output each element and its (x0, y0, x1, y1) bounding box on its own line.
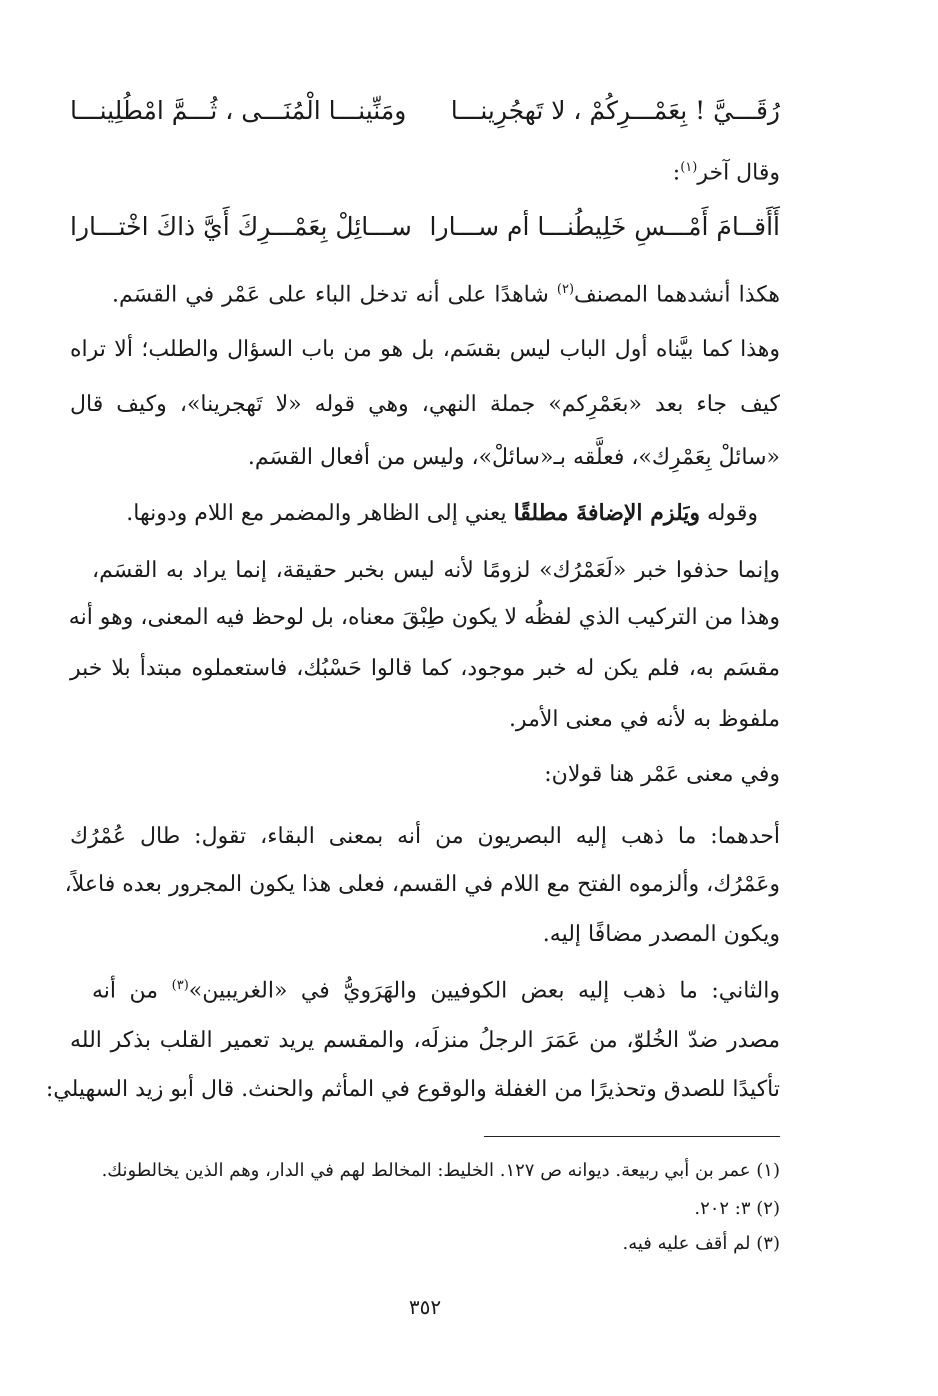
p1-line2: وهذا كما بيَّناه أول الباب ليس بقسَم، بل هو من باب السؤال والطلب؛ ألا تراه (70, 337, 780, 362)
p5-line2: وعَمْرُك، وألزموه الفتح مع اللام في القسم، فعلى هذا يكون المجرور بعده فاعلاً، (64, 872, 780, 897)
footnote-separator (484, 1136, 780, 1137)
p6-line2: مصدر ضدّ الخُلوّ، من عَمَرَ الرجلُ منزلَه، والمقسم يريد تعمير القلب بذكر الله (70, 1028, 780, 1053)
p5-line1: أحدهما: ما ذهب إليه البصريون من أنه بمعنى البقاء، تقول: طال عُمْرُك (70, 824, 780, 849)
p2-line (70, 500, 758, 527)
footnote-3: (٣) لم أقف عليه فيه. (622, 1233, 780, 1254)
p6-line3: تأكيدًا للصدق وتحذيرًا من الغفلة والوقوع في المأثم والحنث. قال أبو زيد السهيلي: (45, 1077, 780, 1102)
footnote-2: (٢) ٣: ٢٠٢. (694, 1198, 780, 1219)
poet-intro-colon: : (672, 160, 681, 186)
p3-line4: ملفوظ به لأنه في معنى الأمر. (508, 707, 780, 732)
p1-line1-a: هكذا أنشدهما المصنف (574, 282, 780, 308)
footnote-marker-3[interactable]: (٣) (171, 978, 189, 993)
p5-line3: ويكون المصدر مضافًا إليه. (542, 922, 780, 947)
p2-quoted-phrase: ويَلزم الإضافةَ مطلقًا (513, 500, 700, 526)
verse1-first-hemistich: رُقَـــيَّ ! بِعَمْـــرِكُمْ ، لا تَهجُرِينـــا (450, 96, 780, 125)
p3-line3: مقسَم به، فلم يكن له خبر موجود، كما قالوا حَسْبُك، فاستعملوه مبتدأ بلا خبر (70, 656, 780, 681)
p6-line1-a: والثاني: ما ذهب إليه بعض الكوفيين والهَرَويُّ في «الغريبين» (188, 978, 780, 1004)
verse2-second-hemistich: ســـائِلْ بِعَمْـــرِكَ أَيَّ ذاكَ اخْتـــارا (70, 212, 412, 241)
footnote-1: (١) عمر بن أبي ربيعة. ديوانه ص ١٢٧. الخليط: المخالط لهم في الدار، وهم الذين يخالطونك. (101, 1160, 780, 1181)
p2-c: يعني إلى الظاهر والمضمر مع اللام ودونها. (126, 501, 514, 526)
p1-line4: «سائلْ بِعَمْرِك»، فعلَّقه بـ«سائلْ»، وليس من أفعال القسَم. (247, 445, 780, 470)
p1-line3: كيف جاء بعد «بعَمْرِكم» جملة النهي، وهي قوله «لا تَهجرينا»، وكيف قال (70, 392, 780, 417)
p1-line1-b: شاهدًا على أنه تدخل الباء على عَمْر في القسَم. (112, 282, 557, 308)
poet-intro-text: وقال آخر (697, 160, 780, 186)
p1-line1 (112, 282, 780, 309)
p6-line1 (92, 978, 780, 1005)
verse2-first-hemistich: أَأَقــامَ أَمْـــسِ خَلِيطُنـــا أم ســـارا (429, 212, 780, 241)
page-number: ٣٥٢ (408, 1295, 442, 1319)
poet-intro (70, 160, 780, 187)
footnote-marker-2[interactable]: (٢) (556, 282, 575, 297)
p2-a: وقوله (700, 501, 758, 526)
p4-line: وفي معنى عَمْر هنا قولان: (544, 762, 780, 787)
p6-line1-b: من أنه (92, 978, 172, 1004)
p3-line1: وإنما حذفوا خبر «لَعَمْرُك» لزومًا لأنه ليس بخبر حقيقة، إنما يراد به القسَم، (92, 558, 780, 583)
footnote-marker-1[interactable]: (١) (680, 160, 698, 175)
verse1-second-hemistich: ومَنِّينـــا الْمُنَـــى ، ثُـــمَّ امْطُلِينـــا (70, 96, 407, 125)
p3-line2: وهذا من التركيب الذي لفظُه لا يكون طِبْقَ معناه، بل لوحظ فيه المعنى، وهو أنه (68, 605, 780, 630)
